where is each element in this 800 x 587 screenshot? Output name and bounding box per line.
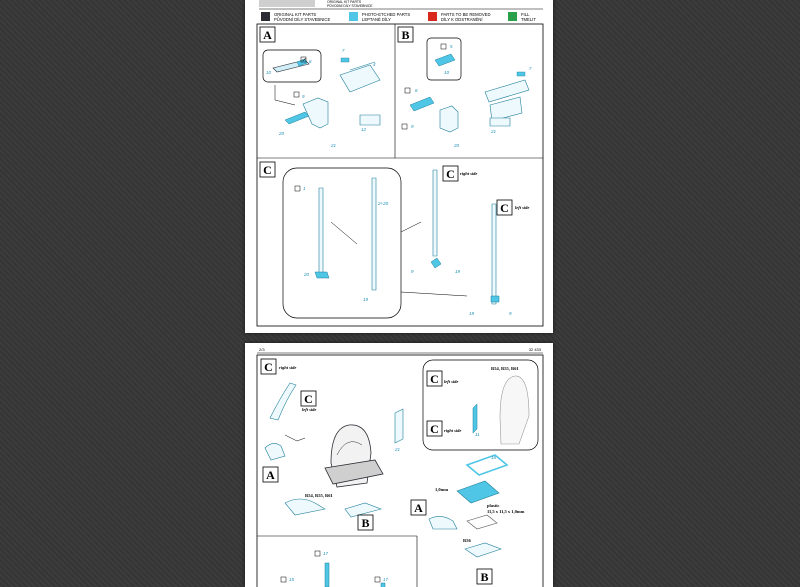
part-number: 20 — [279, 131, 285, 136]
legend-kit-cz: PŮVODNÍ DÍLY STAVEBNICE — [274, 17, 331, 22]
step-c-label: C — [304, 392, 313, 406]
legend-swatch-fill — [508, 12, 517, 21]
legend-fill-cz: TMELIT — [521, 17, 536, 22]
legend-pe-en: PHOTO-ETCHED PARTS — [362, 12, 411, 17]
page-1-drawing — [245, 0, 553, 333]
part-number: 9 — [411, 124, 414, 129]
step-a-label: A — [263, 28, 272, 42]
step-c-label: C — [430, 422, 439, 436]
part-number: 20 — [454, 143, 460, 148]
part-number: 15 — [289, 577, 295, 582]
step-b-label: B — [361, 516, 370, 530]
page-2-drawing — [245, 343, 553, 587]
right-side-label: right side — [460, 171, 478, 176]
page-number-left: 2/3 — [259, 347, 265, 352]
dimension-label: 1,0mm — [435, 487, 449, 492]
r56-label: R56 — [463, 538, 471, 543]
legend-fill-en: FILL — [521, 12, 530, 17]
variants-label-top: R54, R55, R61 — [305, 493, 333, 498]
header-note-line1: ORIGINAL KIT PARTS — [327, 0, 362, 4]
left-side-label: left side — [444, 379, 459, 384]
left-side-label: left side — [515, 205, 530, 210]
part-number: 7 — [342, 48, 345, 53]
part-number: 10 — [266, 70, 272, 75]
part-number: 19 — [363, 297, 369, 302]
part-number: 7 — [529, 66, 532, 71]
left-side-label: left side — [302, 407, 317, 412]
step-c-label: C — [263, 163, 272, 177]
part-number: 19 — [469, 311, 475, 316]
part-number: 12 — [361, 127, 367, 132]
part-number: 10 — [444, 70, 450, 75]
color-legend — [261, 12, 536, 22]
part-number: 19 — [455, 269, 461, 274]
legend-removed-cz: DÍLY K ODSTRANĚNÍ — [441, 17, 483, 22]
part-number: 4 — [373, 62, 376, 67]
legend-pe-cz: LEPTANÉ DÍLY — [362, 17, 391, 22]
part-number: 9 — [509, 311, 512, 316]
legend-swatch-removed — [428, 12, 437, 21]
step-a-label: A — [414, 501, 423, 515]
instructions-frame — [257, 24, 543, 326]
part-number: 9 — [302, 94, 305, 99]
step-b-label: B — [480, 570, 489, 584]
step-c-label-right: C — [446, 167, 455, 181]
instruction-page-1 — [245, 0, 553, 333]
legend-swatch-pe — [349, 12, 358, 21]
part-number: 5 — [450, 44, 453, 49]
page-number-right: 32 433 — [528, 347, 541, 352]
part-number: 21 — [491, 129, 497, 134]
step-c-label: C — [264, 360, 273, 374]
part-number: 21 — [331, 143, 337, 148]
variants-label-callout: R54, R55, R61 — [491, 366, 519, 371]
instruction-page-2 — [245, 343, 553, 587]
plastic-label: plastic — [487, 503, 500, 508]
step-b-label: B — [401, 28, 410, 42]
part-number: 17 — [323, 551, 329, 556]
legend-removed-en: PARTS TO BE REMOVED — [441, 12, 491, 17]
step-a-diagram — [260, 27, 380, 148]
part-number: 6 — [309, 59, 312, 64]
step-a-label: A — [266, 468, 275, 482]
part-number: 21 — [395, 447, 401, 452]
part-number: 9 — [411, 269, 414, 274]
legend-swatch-kit — [261, 12, 270, 21]
part-number: 16 — [491, 455, 497, 460]
kit-sprue-preview — [259, 0, 315, 7]
part-number: 1 — [303, 186, 306, 191]
step-c-right-side-detail — [261, 359, 316, 460]
step-c-label-left: C — [500, 201, 509, 215]
seat-detail-callout — [423, 360, 538, 450]
step-b-diagram — [398, 27, 532, 148]
step-c-label: C — [430, 372, 439, 386]
bottom-left-panel — [281, 551, 389, 587]
cushion-detail — [411, 455, 525, 584]
right-side-label: right side — [444, 428, 462, 433]
right-side-label: right side — [279, 365, 297, 370]
part-number: 11 — [475, 432, 480, 437]
part-number: 2+20 — [378, 201, 389, 206]
header-note-line2: PŮVODNÍ DÍLY STAVEBNICE — [327, 4, 373, 8]
step-c-diagram — [260, 162, 529, 318]
plastic-size-label: 11,5 x 11,5 x 1,0mm — [487, 509, 525, 514]
seat-assembly — [263, 409, 403, 530]
part-number: 6 — [415, 88, 418, 93]
part-number: 20 — [304, 272, 310, 277]
legend-kit-en: ORIGINAL KIT PARTS — [274, 12, 317, 17]
part-number: 17 — [383, 577, 389, 582]
